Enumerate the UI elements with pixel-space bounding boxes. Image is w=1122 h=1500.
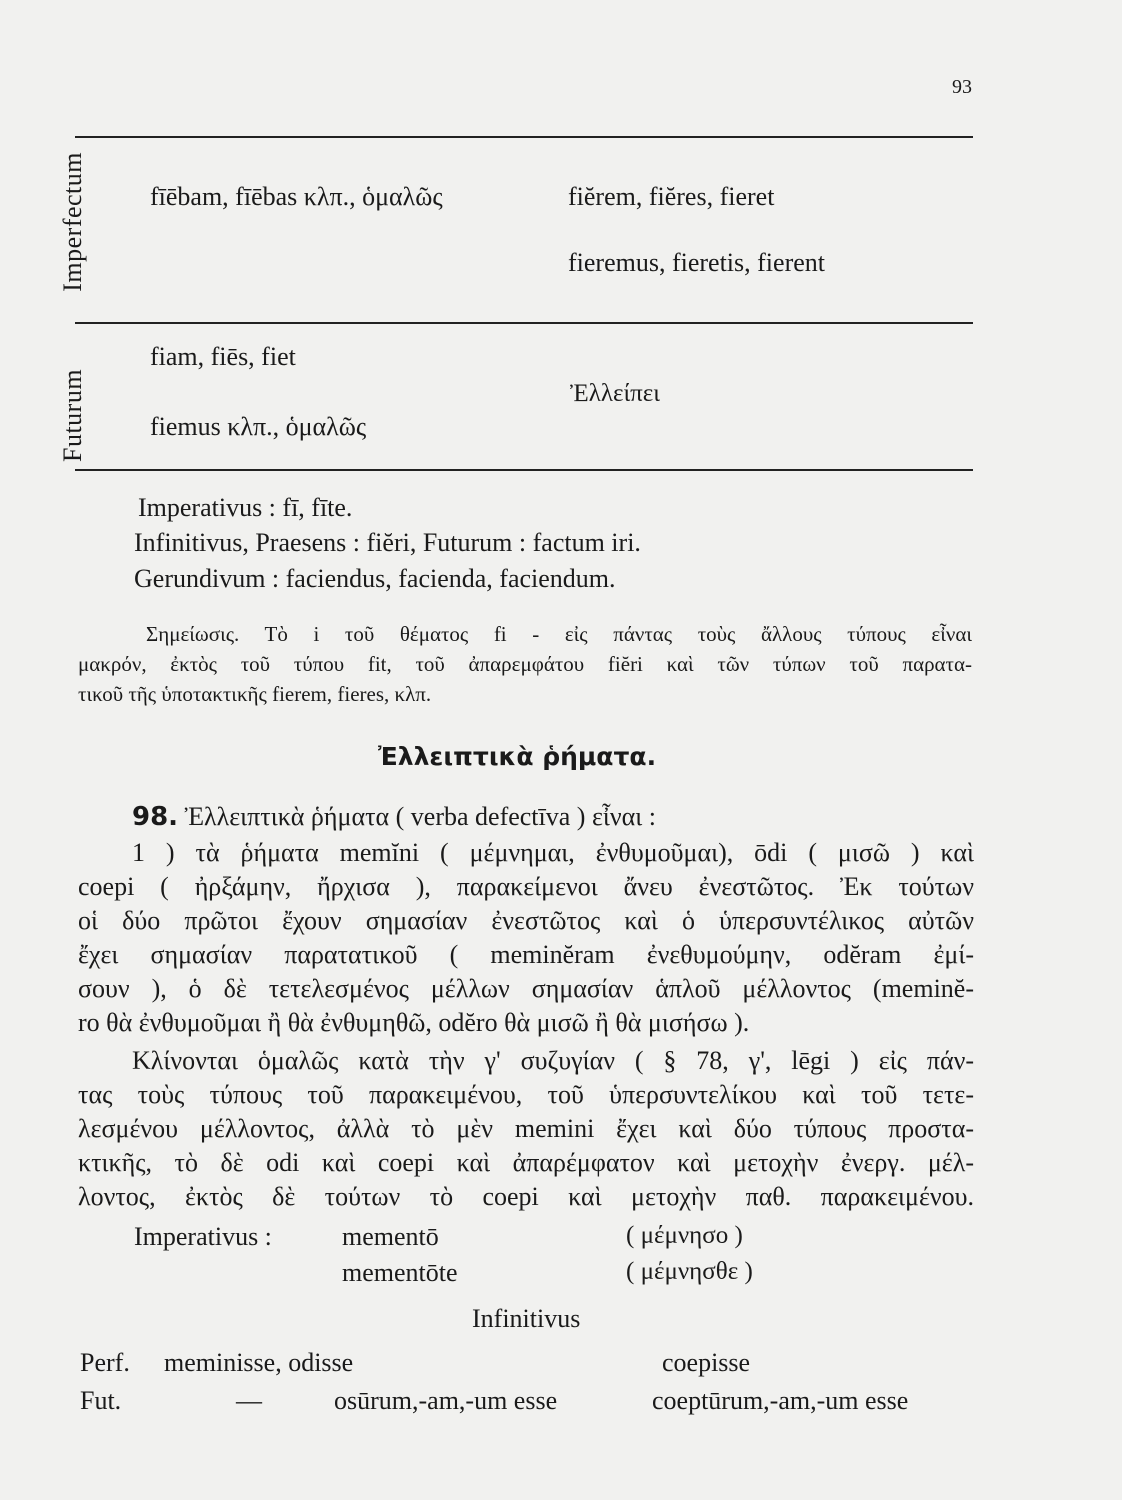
imperativus2-gloss-1: ( μέμνησο )	[626, 1222, 743, 1249]
imperativus2-form-2: mementōte	[342, 1258, 458, 1287]
imperativus2-form-1: mementō	[342, 1222, 439, 1251]
imperativus2-label: Imperativus :	[134, 1222, 272, 1251]
page-number: 93	[952, 76, 972, 98]
note-line-3: τικοῦ τῆς ὑποτακτικῆς fierem, fieres, κλπ.	[78, 682, 432, 706]
para-b-line-3: λεσμένου μέλλοντος, ἀλλὰ τὸ μὲν memini ἔχει καὶ δύο τύπους προστα-	[78, 1114, 974, 1143]
para-number: 98.	[132, 802, 179, 832]
imperfect-indicative: fīēbam, fīēbas κλπ., ὁμαλῶς	[150, 182, 443, 211]
table-top-rule	[75, 136, 973, 138]
table-middle-rule	[75, 322, 973, 324]
note-line-2: μακρόν, ἐκτὸς τοῦ τύπου fit, τοῦ ἀπαρεμφάτου fiĕri καὶ τῶν τύπων τοῦ παρατα-	[78, 652, 972, 676]
para-b-line-1: Κλίνονται ὁμαλῶς κατὰ τὴν γ' συζυγίαν ( § 78, γ', lēgi ) εἰς πάν-	[132, 1046, 974, 1075]
imperativus2-gloss-2: ( μέμνησθε )	[626, 1258, 753, 1285]
table-bottom-rule	[75, 469, 973, 471]
para98-line-1	[132, 802, 656, 832]
side-label-futurum: Futurum	[58, 368, 87, 462]
side-label-imperfectum: Imperfectum	[58, 152, 87, 292]
gerundivum-line: Gerundivum : faciendus, facienda, faciendum.	[134, 564, 616, 593]
future-plural: fiemus κλπ., ὁμαλῶς	[150, 412, 367, 441]
para98-line-5: ἔχει σημασίαν παρατατικοῦ ( meminĕram ἐνεθυμούμην, odĕram ἐμί-	[78, 940, 974, 969]
para98-line-7: ro θὰ ἐνθυμοῦμαι ἢ θὰ ἐνθυμηθῶ, odĕro θὰ μισῶ ἢ θὰ μισήσω ).	[78, 1008, 750, 1037]
para98-line-6: σουν ), ὁ δὲ τετελεσμένος μέλλων σημασίαν ἁπλοῦ μέλλοντος (meminĕ-	[78, 974, 974, 1003]
infinitivus-line: Infinitivus, Praesens : fiĕri, Futurum : factum iri.	[134, 528, 641, 557]
section-title: Ἐλλειπτικὰ ῥήματα.	[378, 742, 657, 771]
infinitivus-heading: Infinitivus	[472, 1304, 581, 1333]
side-tense-labels	[58, 152, 88, 462]
future-singular: fiam, fiēs, fiet	[150, 342, 296, 371]
fut-odi: osūrum,-am,-um esse	[334, 1386, 558, 1415]
perf-label: Perf.	[80, 1348, 130, 1377]
para98-line-3: coepi ( ἠρξάμην, ἤρχισα ), παρακείμενοι ἄνευ ἐνεστῶτος. Ἐκ τούτων	[78, 872, 974, 901]
fut-coepi: coeptūrum,-am,-um esse	[652, 1386, 909, 1415]
imperfect-subjunctive-sg: fiĕrem, fiĕres, fieret	[568, 182, 775, 211]
future-missing: Ἐλλείπει	[570, 380, 661, 407]
para-b-line-5: λοντος, ἐκτὸς δὲ τούτων τὸ coepi καὶ μετοχὴν παθ. παρακειμένου.	[78, 1182, 974, 1211]
imperativus-line: Imperativus : fī, fīte.	[138, 493, 353, 522]
note-line-1: Σημείωσις. Τὸ i τοῦ θέματος fi - εἰς πάντας τοὺς ἄλλους τύπους εἶναι	[146, 622, 972, 646]
imperfect-subjunctive-pl: fieremus, fieretis, fierent	[568, 248, 825, 277]
para-b-line-4: κτικῆς, τὸ δὲ odi καὶ coepi καὶ ἀπαρέμφατον καὶ μετοχὴν ἐνεργ. μέλ-	[78, 1148, 974, 1177]
fut-label: Fut.	[80, 1386, 122, 1415]
fut-dash: —	[236, 1386, 262, 1415]
para-b-line-2: τας τοὺς τύπους τοῦ παρακειμένου, τοῦ ὑπερσυντελίκου καὶ τοῦ τετε-	[78, 1080, 974, 1109]
para98-intro: Ἐλλειπτικὰ ῥήματα ( verba defectīva ) εἶναι :	[184, 802, 656, 831]
perf-forms: meminisse, odisse	[164, 1348, 354, 1377]
para98-line-4: οἱ δύο πρῶτοι ἔχουν σημασίαν ἐνεστῶτος καὶ ὁ ὑπερσυντέλικος αὐτῶν	[78, 906, 974, 935]
perf-coepi: coepisse	[662, 1348, 751, 1377]
para98-line-2: 1 ) τὰ ῥήματα memĭni ( μέμνημαι, ἐνθυμοῦμαι), ōdi ( μισῶ ) καὶ	[132, 838, 974, 867]
